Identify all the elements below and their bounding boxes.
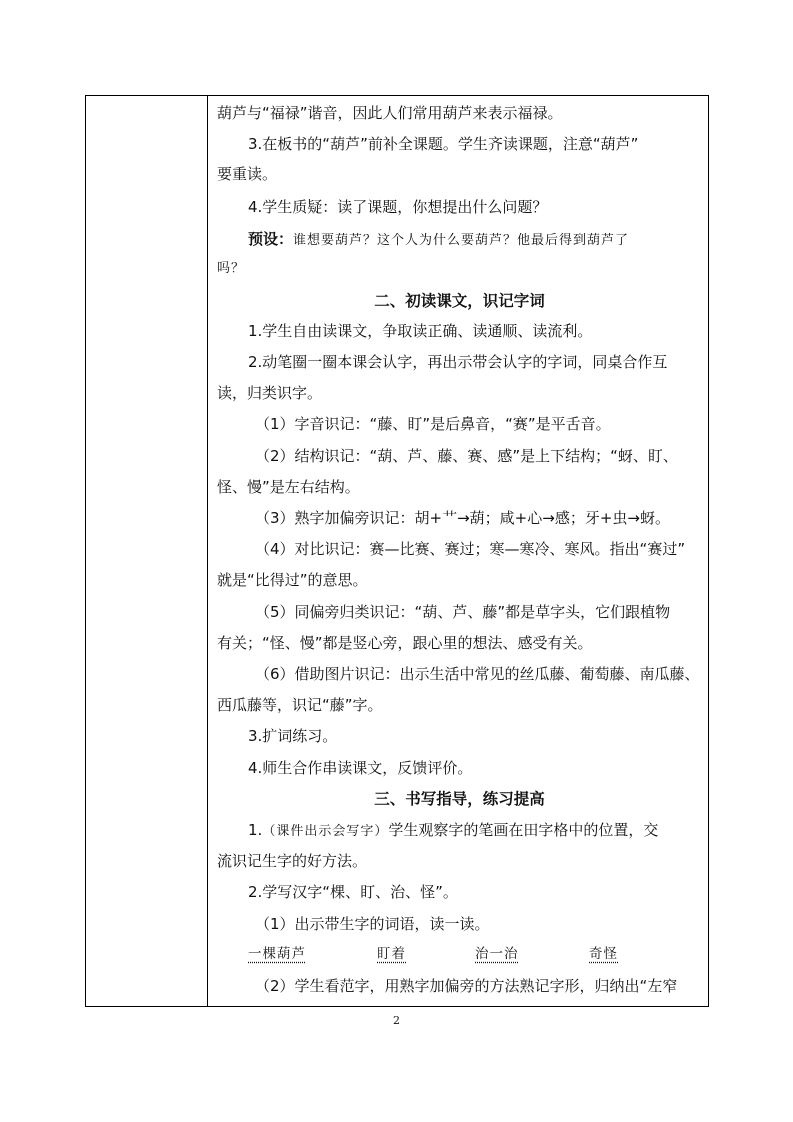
vocab-word: 一棵葫芦 (248, 946, 306, 962)
preset-label: 预设： (248, 230, 294, 248)
text-line: （2）结构识记：“葫、芦、藤、赛、感”是上下结构；“蚜、盯、 (255, 447, 678, 465)
text-line: 流识记生字的好方法。 (217, 852, 368, 870)
item-text: 学生观察字的笔画在田字格中的位置，交 (388, 821, 659, 839)
text-line: 要重读。 (217, 165, 278, 183)
text-line: （3）熟字加偏旁识记：胡+艹→葫；咸+心→感；牙+虫→蚜。 (255, 509, 670, 527)
page-number: 2 (393, 1014, 400, 1027)
text-line: （4）对比识记：赛—比赛、赛过；寒—寒冷、寒风。指出“赛过” (255, 540, 686, 558)
vocab-word: 盯着 (377, 946, 406, 962)
writing-line (248, 820, 658, 842)
preset-text: 谁想要葫芦？这个人为什么要葫芦？他最后得到葫芦了 (293, 233, 630, 248)
text-line: 3.扩词练习。 (248, 727, 338, 745)
text-line: 葫芦与“福禄”谐音，因此人们常用葫芦来表示福禄。 (217, 104, 563, 122)
text-line: 4.学生质疑：读了课题，你想提出什么问题？ (248, 198, 548, 216)
text-line: 2.动笔圈一圈本课会认字，再出示带会认字的字词，同桌合作互 (248, 353, 668, 371)
vocab-word: 治一治 (475, 946, 519, 962)
section-heading-2: 二、初读课文，识记字词 (374, 292, 545, 310)
text-line: 1.学生自由读课文，争取读正确、读通顺、读流利。 (248, 322, 593, 340)
section-heading-3: 三、书写指导，练习提高 (374, 790, 545, 808)
item-number: 1. (248, 821, 263, 839)
text-line: 有关；“怪、慢”都是竖心旁，跟心里的想法、感受有关。 (217, 634, 593, 652)
lesson-content (217, 96, 702, 1006)
text-line: 3.在板书的“葫芦”前补全课题。学生齐读课题，注意“葫芦” (248, 135, 639, 153)
text-line: 4.师生合作串读课文，反馈评价。 (248, 759, 473, 777)
text-line: 怪、慢”是左右结构。 (217, 478, 360, 496)
text-line: 读，归类识字。 (217, 384, 323, 402)
text-line: （1）出示带生字的词语，读一读。 (255, 915, 490, 933)
text-line: 西瓜藤等，识记“藤”字。 (217, 696, 383, 714)
text-line: （1）字音识记：“藤、盯”是后鼻音，“赛”是平舌音。 (255, 415, 611, 433)
lesson-table (85, 95, 709, 1007)
text-line: 就是“比得过”的意思。 (217, 571, 368, 589)
preset-line (248, 229, 629, 251)
text-line: 2.学写汉字“棵、盯、治、怪”。 (248, 883, 458, 901)
text-line: （6）借助图片识记：出示生活中常见的丝瓜藤、葡萄藤、南瓜藤、 (255, 665, 700, 683)
text-line: （2）学生看范字，用熟字加偏旁的方法熟记字形，归纳出“左窄 (255, 977, 678, 995)
text-line: （5）同偏旁归类识记：“葫、芦、藤”都是草字头，它们跟植物 (255, 603, 671, 621)
text-line: 吗？ (217, 261, 246, 276)
vocab-word: 奇怪 (589, 946, 618, 962)
column-divider (207, 96, 208, 1006)
courseware-note: （课件出示会写字） (262, 824, 389, 839)
